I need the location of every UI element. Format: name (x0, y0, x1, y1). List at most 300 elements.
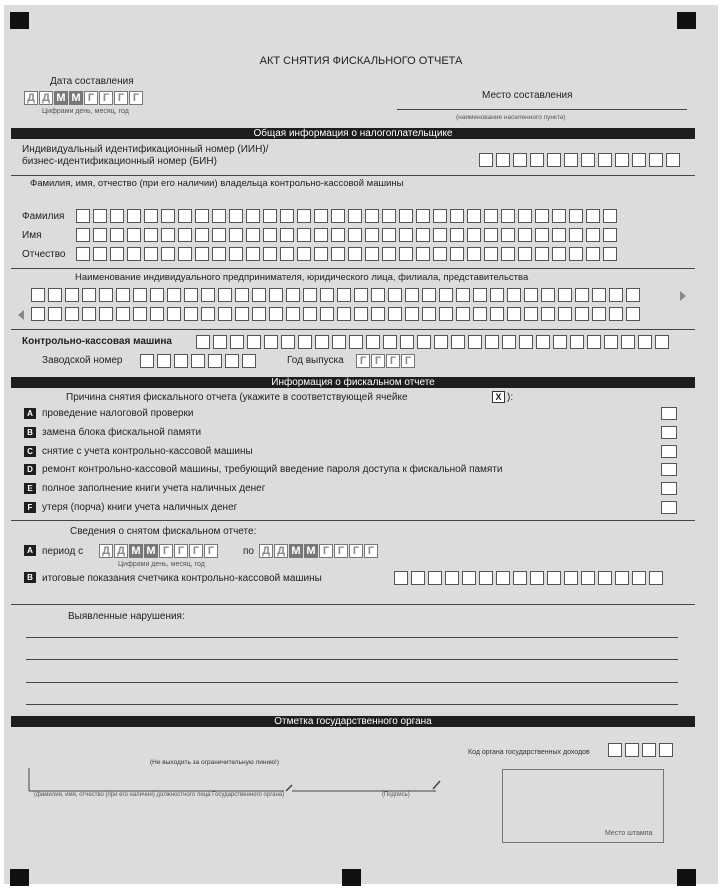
input-cell[interactable] (536, 335, 550, 349)
input-cell[interactable] (365, 228, 379, 242)
input-cell[interactable] (507, 307, 521, 321)
reason-checkbox[interactable] (661, 407, 677, 420)
input-cell[interactable] (575, 307, 589, 321)
date-cell[interactable]: М (69, 91, 83, 105)
input-cell[interactable] (388, 307, 402, 321)
input-cell[interactable] (399, 209, 413, 223)
input-cell[interactable] (490, 288, 504, 302)
input-cell[interactable] (586, 247, 600, 261)
input-cell[interactable] (445, 571, 459, 585)
input-cell[interactable] (518, 209, 532, 223)
input-cell[interactable] (530, 153, 544, 167)
input-cell[interactable] (626, 288, 640, 302)
input-cell[interactable] (201, 307, 215, 321)
input-cell[interactable] (178, 228, 192, 242)
input-cell[interactable] (535, 247, 549, 261)
input-cell[interactable] (625, 743, 639, 757)
input-cell[interactable] (428, 571, 442, 585)
input-cell[interactable] (150, 288, 164, 302)
date-cell[interactable]: М (289, 544, 303, 558)
input-cell[interactable] (518, 247, 532, 261)
year-cell[interactable]: Г (386, 354, 400, 368)
input-cell[interactable] (564, 571, 578, 585)
name-cells[interactable] (76, 228, 620, 242)
owner-fio-label: Фамилия, имя, отчество (при его наличии) владельца контрольно-кассовой машины (30, 178, 404, 189)
date-cell[interactable]: Д (39, 91, 53, 105)
input-cell[interactable] (524, 288, 538, 302)
place-label: Место составления (482, 90, 573, 101)
date-cell[interactable]: М (304, 544, 318, 558)
input-cell[interactable] (462, 571, 476, 585)
input-cell[interactable] (541, 307, 555, 321)
input-cell[interactable] (535, 228, 549, 242)
place-input-line[interactable] (397, 109, 687, 110)
period-from-cells[interactable] (99, 544, 219, 558)
counter-label: итоговые показания счетчика контрольно-кассовой машины (42, 573, 322, 584)
input-cell[interactable] (433, 247, 447, 261)
input-cell[interactable] (586, 228, 600, 242)
input-cell[interactable] (451, 335, 465, 349)
input-cell[interactable] (485, 335, 499, 349)
input-cell[interactable] (212, 247, 226, 261)
input-cell[interactable] (615, 153, 629, 167)
input-cell[interactable] (507, 288, 521, 302)
input-cell[interactable] (208, 354, 222, 368)
input-cell[interactable] (31, 288, 45, 302)
input-cell[interactable] (246, 228, 260, 242)
iin-cells[interactable] (479, 153, 683, 167)
input-cell[interactable] (467, 228, 481, 242)
input-cell[interactable] (314, 247, 328, 261)
input-cell[interactable] (140, 354, 154, 368)
input-cell[interactable] (348, 228, 362, 242)
input-cell[interactable] (157, 354, 171, 368)
input-cell[interactable] (581, 571, 595, 585)
input-cell[interactable] (133, 307, 147, 321)
date-cells[interactable] (24, 91, 144, 105)
input-cell[interactable] (167, 307, 181, 321)
input-cell[interactable] (195, 247, 209, 261)
input-cell[interactable] (348, 247, 362, 261)
input-cell[interactable] (365, 209, 379, 223)
input-cell[interactable] (490, 307, 504, 321)
input-cell[interactable] (286, 307, 300, 321)
input-cell[interactable] (82, 288, 96, 302)
date-cell[interactable]: Д (24, 91, 38, 105)
input-cell[interactable] (592, 288, 606, 302)
input-cell[interactable] (348, 209, 362, 223)
input-cell[interactable] (161, 209, 175, 223)
input-cell[interactable] (354, 307, 368, 321)
input-cell[interactable] (99, 307, 113, 321)
reason-checkbox[interactable] (661, 426, 677, 439)
input-cell[interactable] (65, 288, 79, 302)
date-cell[interactable]: Г (319, 544, 333, 558)
patronymic-label: Отчество (22, 249, 66, 260)
input-cell[interactable] (416, 209, 430, 223)
input-cell[interactable] (456, 288, 470, 302)
input-cell[interactable] (666, 153, 680, 167)
input-cell[interactable] (252, 288, 266, 302)
input-cell[interactable] (569, 209, 583, 223)
date-cell[interactable]: Д (99, 544, 113, 558)
input-cell[interactable] (501, 209, 515, 223)
input-cell[interactable] (195, 228, 209, 242)
input-cell[interactable] (388, 288, 402, 302)
input-cell[interactable] (513, 571, 527, 585)
input-cell[interactable] (569, 247, 583, 261)
input-cell[interactable] (642, 743, 656, 757)
input-cell[interactable] (496, 571, 510, 585)
input-cell[interactable] (331, 228, 345, 242)
input-cell[interactable] (530, 571, 544, 585)
input-cell[interactable] (337, 288, 351, 302)
input-cell[interactable] (439, 288, 453, 302)
input-cell[interactable] (269, 288, 283, 302)
input-cell[interactable] (598, 153, 612, 167)
input-cell[interactable] (93, 228, 107, 242)
input-cell[interactable] (417, 335, 431, 349)
registration-mark (677, 12, 696, 29)
input-cell[interactable] (314, 209, 328, 223)
input-cell[interactable] (184, 288, 198, 302)
input-cell[interactable] (399, 228, 413, 242)
input-cell[interactable] (467, 209, 481, 223)
date-cell[interactable]: Д (274, 544, 288, 558)
year-cells[interactable] (356, 354, 416, 368)
input-cell[interactable] (127, 209, 141, 223)
input-cell[interactable] (246, 247, 260, 261)
input-cell[interactable] (501, 247, 515, 261)
input-cell[interactable] (399, 247, 413, 261)
input-cell[interactable] (76, 209, 90, 223)
input-cell[interactable] (484, 228, 498, 242)
form-page (4, 5, 718, 884)
input-cell[interactable] (320, 288, 334, 302)
reason-checkbox[interactable] (661, 463, 677, 476)
input-cell[interactable] (93, 247, 107, 261)
input-cell[interactable] (473, 288, 487, 302)
input-cell[interactable] (502, 335, 516, 349)
violations-line[interactable] (26, 682, 678, 683)
input-cell[interactable] (65, 307, 79, 321)
date-cell[interactable]: М (54, 91, 68, 105)
input-cell[interactable] (569, 228, 583, 242)
input-cell[interactable] (638, 335, 652, 349)
input-cell[interactable] (473, 307, 487, 321)
input-cell[interactable] (144, 228, 158, 242)
registration-mark (10, 869, 29, 886)
input-cell[interactable] (196, 335, 210, 349)
input-cell[interactable] (608, 743, 622, 757)
input-cell[interactable] (297, 228, 311, 242)
input-cell[interactable] (218, 307, 232, 321)
input-cell[interactable] (394, 571, 408, 585)
input-cell[interactable] (144, 247, 158, 261)
patronymic-cells[interactable] (76, 247, 620, 261)
input-cell[interactable] (501, 228, 515, 242)
input-cell[interactable] (541, 288, 555, 302)
input-cell[interactable] (518, 228, 532, 242)
input-cell[interactable] (524, 307, 538, 321)
input-cell[interactable] (535, 209, 549, 223)
input-cell[interactable] (212, 209, 226, 223)
counter-cells[interactable] (394, 571, 666, 585)
input-cell[interactable] (547, 571, 561, 585)
input-cell[interactable] (263, 209, 277, 223)
input-cell[interactable] (178, 209, 192, 223)
input-cell[interactable] (570, 335, 584, 349)
input-cell[interactable] (331, 209, 345, 223)
input-cell[interactable] (82, 307, 96, 321)
input-cell[interactable] (235, 307, 249, 321)
input-cell[interactable] (558, 307, 572, 321)
input-cell[interactable] (247, 335, 261, 349)
org-name-cells[interactable] (31, 307, 643, 321)
violations-line[interactable] (26, 637, 678, 638)
input-cell[interactable] (450, 247, 464, 261)
input-cell[interactable] (366, 335, 380, 349)
input-cell[interactable] (110, 228, 124, 242)
input-cell[interactable] (552, 247, 566, 261)
input-cell[interactable] (48, 288, 62, 302)
input-cell[interactable] (450, 228, 464, 242)
violations-line[interactable] (26, 704, 678, 705)
input-cell[interactable] (76, 228, 90, 242)
input-cell[interactable] (439, 307, 453, 321)
input-cell[interactable] (116, 307, 130, 321)
date-cell[interactable]: М (144, 544, 158, 558)
input-cell[interactable] (592, 307, 606, 321)
input-cell[interactable] (467, 247, 481, 261)
input-cell[interactable] (297, 247, 311, 261)
input-cell[interactable] (564, 153, 578, 167)
serial-cells[interactable] (140, 354, 259, 368)
input-cell[interactable] (479, 153, 493, 167)
date-cell[interactable]: Г (129, 91, 143, 105)
date-cell[interactable]: Д (259, 544, 273, 558)
input-cell[interactable] (433, 209, 447, 223)
date-cell[interactable]: Г (189, 544, 203, 558)
input-cell[interactable] (212, 228, 226, 242)
input-cell[interactable] (229, 228, 243, 242)
input-cell[interactable] (315, 335, 329, 349)
input-cell[interactable] (303, 288, 317, 302)
date-cell[interactable]: Г (349, 544, 363, 558)
input-cell[interactable] (365, 247, 379, 261)
input-cell[interactable] (484, 247, 498, 261)
input-cell[interactable] (161, 228, 175, 242)
reason-text: замена блока фискальной памяти (42, 427, 202, 438)
input-cell[interactable] (235, 288, 249, 302)
input-cell[interactable] (575, 288, 589, 302)
input-cell[interactable] (433, 228, 447, 242)
input-cell[interactable] (371, 288, 385, 302)
input-cell[interactable] (552, 228, 566, 242)
input-cell[interactable] (468, 335, 482, 349)
input-cell[interactable] (213, 335, 227, 349)
input-cell[interactable] (552, 209, 566, 223)
input-cell[interactable] (127, 247, 141, 261)
input-cell[interactable] (581, 153, 595, 167)
input-cell[interactable] (626, 307, 640, 321)
input-cell[interactable] (184, 307, 198, 321)
input-cell[interactable] (303, 307, 317, 321)
input-cell[interactable] (416, 228, 430, 242)
input-cell[interactable] (519, 335, 533, 349)
date-cell[interactable]: Д (114, 544, 128, 558)
input-cell[interactable] (659, 743, 673, 757)
date-cell[interactable]: Г (159, 544, 173, 558)
input-cell[interactable] (598, 571, 612, 585)
input-cell[interactable] (110, 209, 124, 223)
input-cell[interactable] (116, 288, 130, 302)
input-cell[interactable] (422, 288, 436, 302)
input-cell[interactable] (229, 247, 243, 261)
input-cell[interactable] (615, 571, 629, 585)
input-cell[interactable] (263, 247, 277, 261)
input-cell[interactable] (603, 247, 617, 261)
input-cell[interactable] (48, 307, 62, 321)
input-cell[interactable] (632, 571, 646, 585)
date-cell[interactable]: Г (84, 91, 98, 105)
input-cell[interactable] (167, 288, 181, 302)
reason-checkbox[interactable] (661, 501, 677, 514)
period-label: период с (42, 546, 84, 557)
input-cell[interactable] (609, 307, 623, 321)
input-cell[interactable] (450, 209, 464, 223)
input-cell[interactable] (337, 307, 351, 321)
input-cell[interactable] (513, 153, 527, 167)
input-cell[interactable] (191, 354, 205, 368)
input-cell[interactable] (320, 307, 334, 321)
input-cell[interactable] (280, 247, 294, 261)
input-cell[interactable] (632, 153, 646, 167)
input-cell[interactable] (76, 247, 90, 261)
input-cell[interactable] (246, 209, 260, 223)
input-cell[interactable] (297, 209, 311, 223)
input-cell[interactable] (547, 153, 561, 167)
org-name-cells[interactable] (31, 288, 643, 302)
input-cell[interactable] (331, 247, 345, 261)
date-cell[interactable]: Г (99, 91, 113, 105)
reason-label: Причина снятия фискального отчета (укажите в соответствующей ячейке (66, 392, 408, 403)
input-cell[interactable] (354, 288, 368, 302)
surname-cells[interactable] (76, 209, 620, 223)
input-cell[interactable] (225, 354, 239, 368)
input-cell[interactable] (127, 228, 141, 242)
kkm-cells[interactable] (196, 335, 672, 349)
input-cell[interactable] (264, 335, 278, 349)
input-cell[interactable] (242, 354, 256, 368)
input-cell[interactable] (263, 228, 277, 242)
input-cell[interactable] (314, 228, 328, 242)
input-cell[interactable] (218, 288, 232, 302)
input-cell[interactable] (621, 335, 635, 349)
violations-line[interactable] (26, 659, 678, 660)
input-cell[interactable] (110, 247, 124, 261)
input-cell[interactable] (604, 335, 618, 349)
date-cell[interactable]: Г (204, 544, 218, 558)
input-cell[interactable] (99, 288, 113, 302)
input-cell[interactable] (31, 307, 45, 321)
input-cell[interactable] (280, 209, 294, 223)
input-cell[interactable] (655, 335, 669, 349)
input-cell[interactable] (405, 307, 419, 321)
input-cell[interactable] (281, 335, 295, 349)
input-cell[interactable] (332, 335, 346, 349)
input-cell[interactable] (586, 209, 600, 223)
date-cell[interactable]: М (129, 544, 143, 558)
date-cell[interactable]: Г (364, 544, 378, 558)
input-cell[interactable] (496, 153, 510, 167)
input-cell[interactable] (603, 209, 617, 223)
input-cell[interactable] (382, 247, 396, 261)
input-cell[interactable] (371, 307, 385, 321)
input-cell[interactable] (553, 335, 567, 349)
input-cell[interactable] (416, 247, 430, 261)
input-cell[interactable] (178, 247, 192, 261)
year-cell[interactable]: Г (371, 354, 385, 368)
input-cell[interactable] (252, 307, 266, 321)
input-cell[interactable] (434, 335, 448, 349)
reason-checkbox[interactable] (661, 482, 677, 495)
input-cell[interactable] (133, 288, 147, 302)
input-cell[interactable] (649, 571, 663, 585)
date-cell[interactable]: Г (174, 544, 188, 558)
period-to-cells[interactable] (259, 544, 379, 558)
input-cell[interactable] (201, 288, 215, 302)
input-cell[interactable] (349, 335, 363, 349)
input-cell[interactable] (195, 209, 209, 223)
date-cell[interactable]: Г (114, 91, 128, 105)
input-cell[interactable] (422, 307, 436, 321)
input-cell[interactable] (479, 571, 493, 585)
input-cell[interactable] (269, 307, 283, 321)
input-cell[interactable] (383, 335, 397, 349)
input-cell[interactable] (603, 228, 617, 242)
input-cell[interactable] (382, 228, 396, 242)
input-cell[interactable] (174, 354, 188, 368)
input-cell[interactable] (229, 209, 243, 223)
input-cell[interactable] (382, 209, 396, 223)
input-cell[interactable] (144, 209, 158, 223)
input-cell[interactable] (405, 288, 419, 302)
input-cell[interactable] (587, 335, 601, 349)
date-cell[interactable]: Г (334, 544, 348, 558)
reason-text: утеря (порча) книги учета наличных денег (42, 502, 238, 513)
org-code-cells[interactable] (608, 743, 676, 757)
input-cell[interactable] (150, 307, 164, 321)
reason-letter: C (24, 446, 36, 457)
input-cell[interactable] (230, 335, 244, 349)
input-cell[interactable] (400, 335, 414, 349)
input-cell[interactable] (93, 209, 107, 223)
year-cell[interactable]: Г (356, 354, 370, 368)
input-cell[interactable] (280, 228, 294, 242)
input-cell[interactable] (558, 288, 572, 302)
input-cell[interactable] (484, 209, 498, 223)
input-cell[interactable] (411, 571, 425, 585)
input-cell[interactable] (609, 288, 623, 302)
year-cell[interactable]: Г (401, 354, 415, 368)
input-cell[interactable] (161, 247, 175, 261)
reason-checkbox[interactable] (661, 445, 677, 458)
input-cell[interactable] (286, 288, 300, 302)
input-cell[interactable] (649, 153, 663, 167)
input-cell[interactable] (456, 307, 470, 321)
input-cell[interactable] (298, 335, 312, 349)
